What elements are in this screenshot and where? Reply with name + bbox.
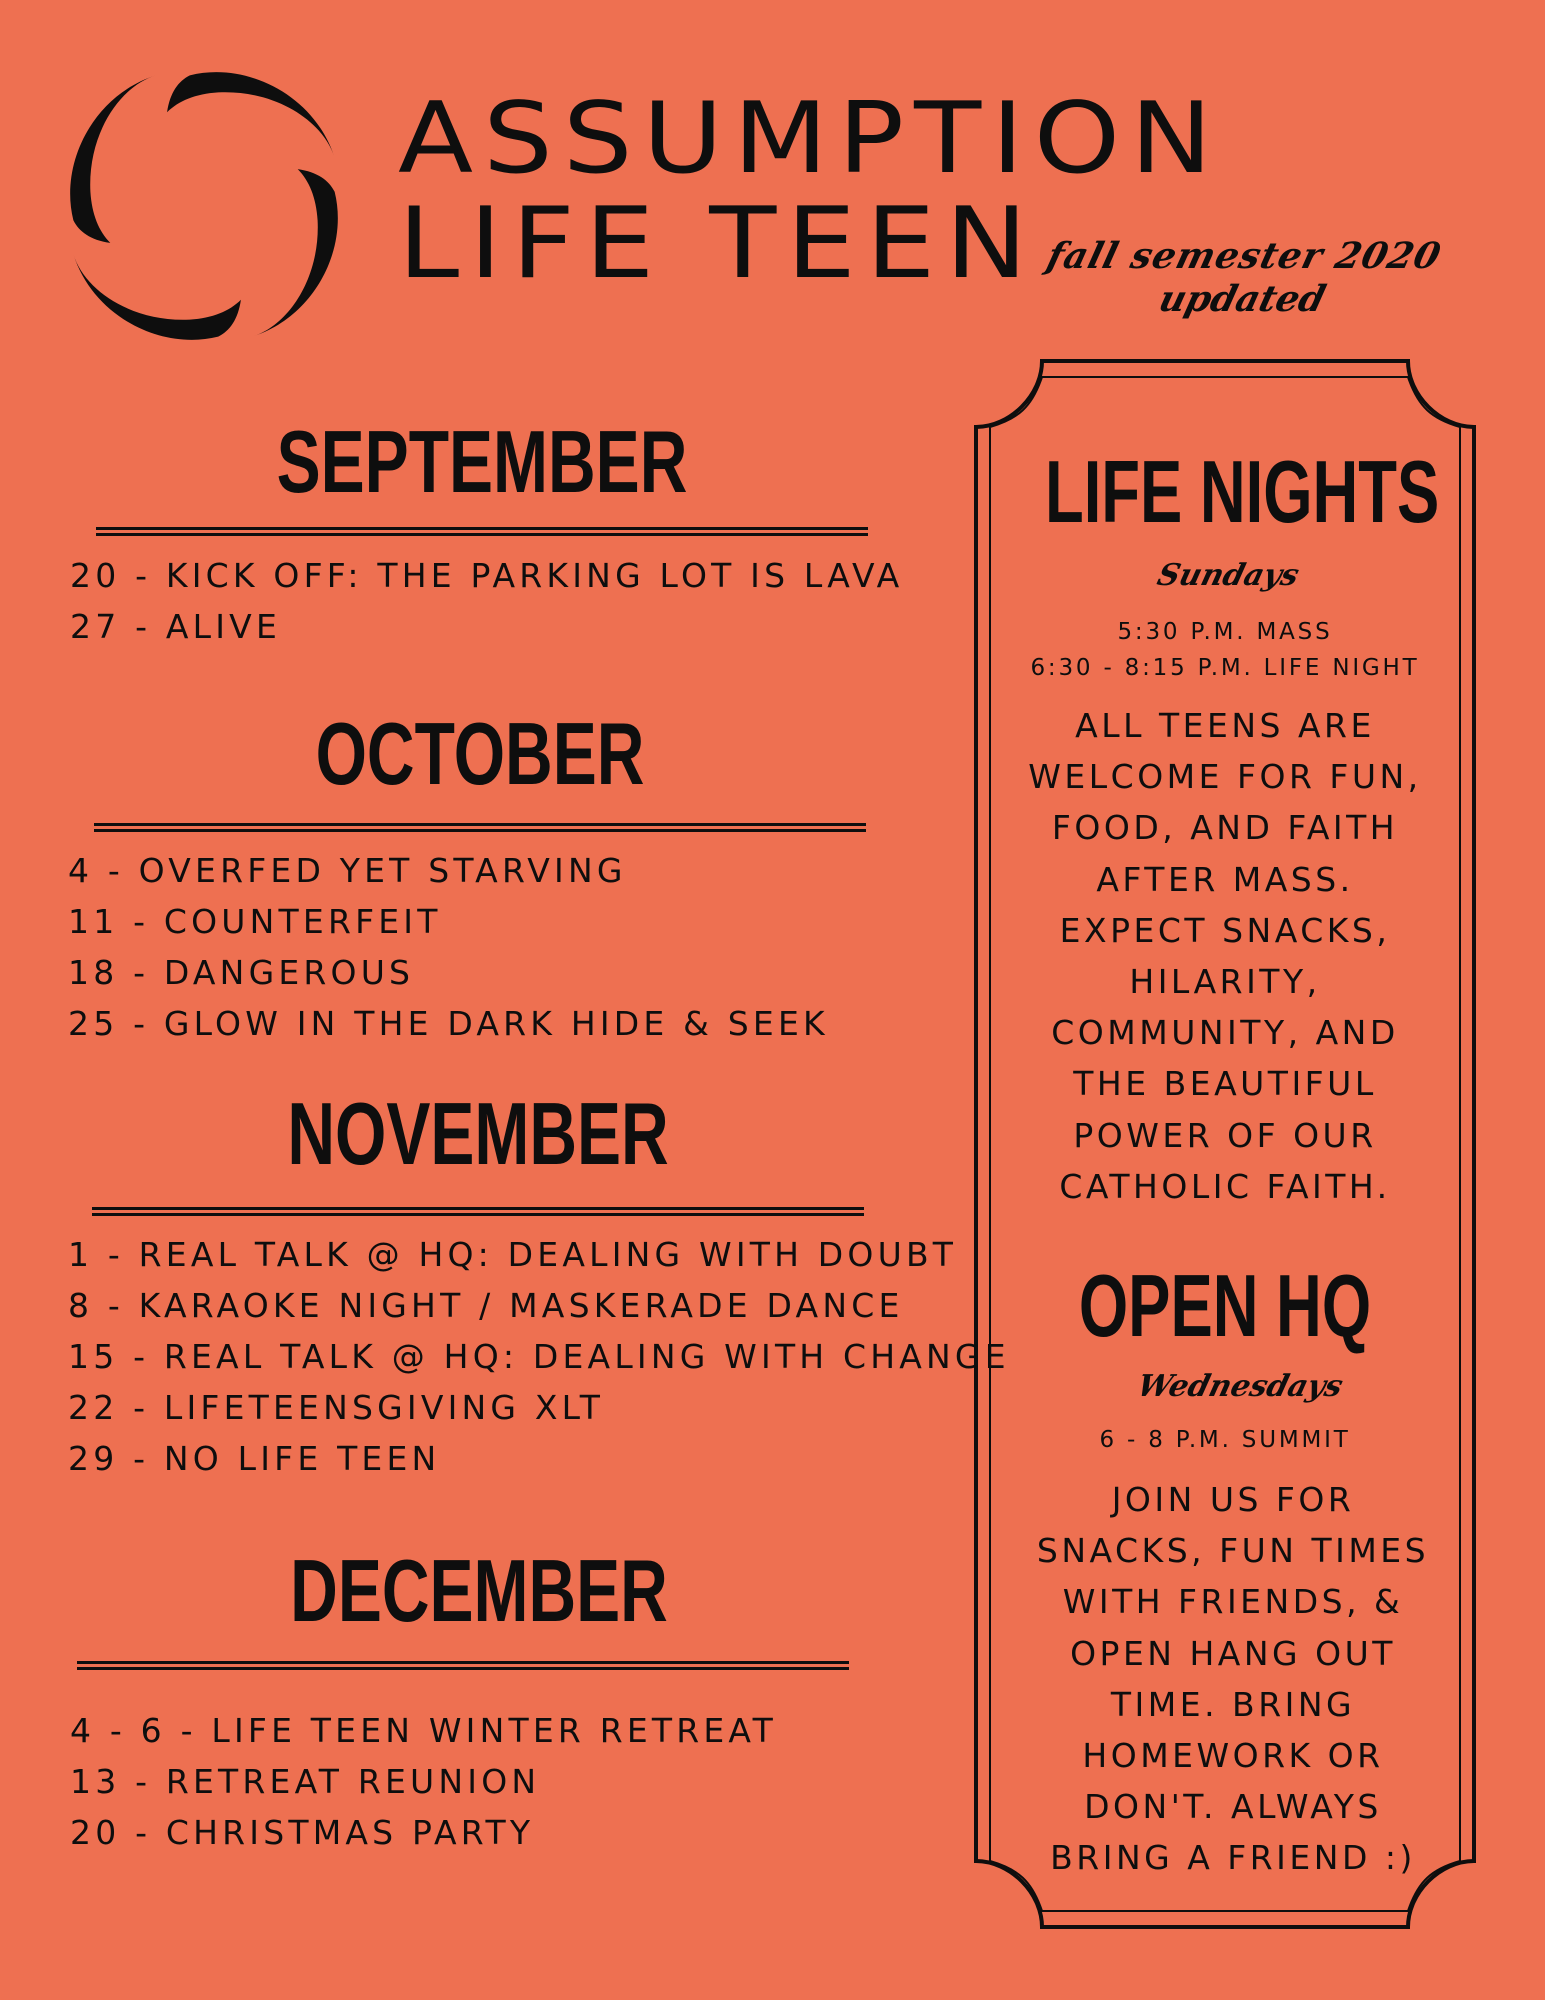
event-item: 18 - DANGEROUS	[68, 953, 415, 992]
open-hq-title: OPEN HQ	[1078, 1256, 1372, 1355]
brand-title-line2: LIFE TEEN	[398, 187, 1038, 301]
event-item: 25 - GLOW IN THE DARK HIDE & SEEK	[68, 1004, 829, 1043]
event-list-october	[68, 845, 829, 1049]
logo-swirl-icon	[62, 64, 346, 348]
life-nights-title: LIFE NIGHTS	[1045, 442, 1440, 541]
semester-label: fall semester 2020	[1042, 235, 1446, 277]
event-item: 4 - OVERFED YET STARVING	[68, 851, 627, 890]
divider	[92, 1207, 864, 1216]
event-item: 8 - KARAOKE NIGHT / MASKERADE DANCE	[68, 1286, 904, 1325]
divider	[77, 1661, 849, 1670]
month-heading-october: OCTOBER	[315, 704, 645, 803]
event-item: 11 - COUNTERFEIT	[68, 902, 442, 941]
month-heading-december: DECEMBER	[290, 1541, 668, 1640]
life-nights-day: Sundays	[1153, 558, 1303, 593]
event-item: 1 - REAL TALK @ HQ: DEALING WITH DOUBT	[68, 1235, 958, 1274]
life-nights-night-time: 6:30 - 8:15 P.M. LIFE NIGHT	[1030, 655, 1420, 681]
event-item: 15 - REAL TALK @ HQ: DEALING WITH CHANGE	[68, 1337, 1010, 1376]
event-item: 29 - NO LIFE TEEN	[68, 1439, 441, 1478]
event-item: 13 - RETREAT REUNION	[70, 1762, 541, 1801]
event-list-december	[70, 1705, 777, 1858]
event-list-september	[70, 550, 903, 652]
brand-title-line1: ASSUMPTION	[398, 82, 1223, 196]
open-hq-time: 6 - 8 P.M. SUMMIT	[1099, 1427, 1351, 1453]
open-hq-description: JOIN US FOR SNACKS, FUN TIMES WITH FRIENDS, & OPEN HANG OUT TIME. BRING HOMEWORK OR DON'T. ALWAYS BRING A FRIEND :)	[1036, 1480, 1430, 1878]
life-nights-mass-time: 5:30 P.M. MASS	[1117, 619, 1333, 645]
month-heading-november: NOVEMBER	[287, 1084, 669, 1183]
event-list-november	[68, 1229, 1010, 1484]
event-item: 20 - CHRISTMAS PARTY	[70, 1813, 535, 1852]
updated-label: updated	[1154, 278, 1330, 320]
event-item: 4 - 6 - LIFE TEEN WINTER RETREAT	[70, 1711, 778, 1750]
life-nights-description: ALL TEENS ARE WELCOME FOR FUN, FOOD, AND FAITH AFTER MASS. EXPECT SNACKS, HILARITY, COMMUNITY, AND THE BEAUTIFUL POWER OF OUR CATHOLIC FAITH.	[1028, 706, 1422, 1206]
event-item: 20 - KICK OFF: THE PARKING LOT IS LAVA	[70, 556, 904, 595]
event-item: 27 - ALIVE	[70, 607, 281, 646]
open-hq-day: Wednesdays	[1133, 1369, 1347, 1404]
month-heading-september: SEPTEMBER	[276, 412, 688, 511]
event-item: 22 - LIFETEENSGIVING XLT	[68, 1388, 605, 1427]
divider	[96, 527, 868, 536]
divider	[94, 823, 866, 832]
